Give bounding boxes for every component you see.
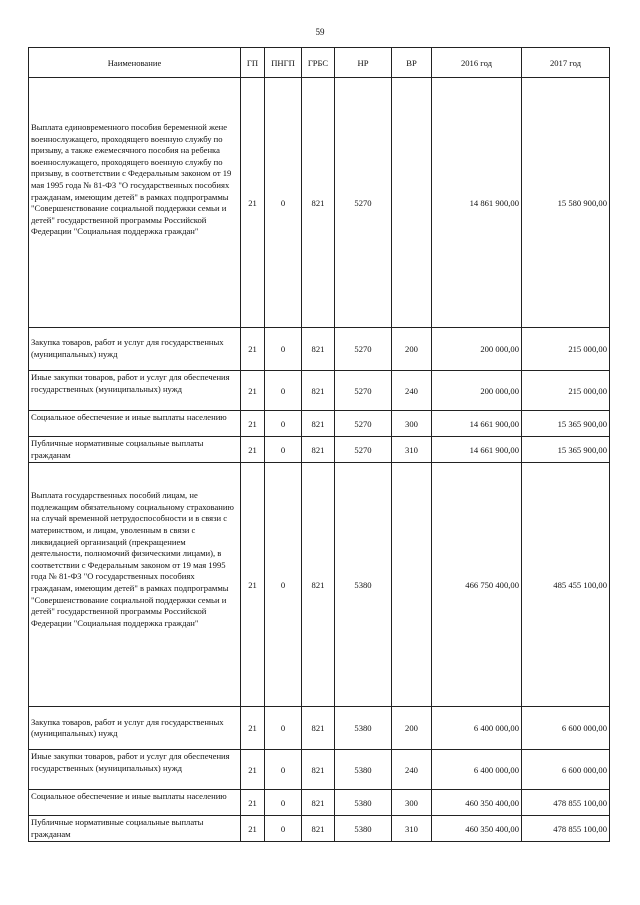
row-name: Публичные нормативные социальные выплаты гражданам bbox=[29, 816, 241, 842]
row-2016: 200 000,00 bbox=[432, 328, 522, 371]
row-vr: 240 bbox=[392, 371, 432, 411]
row-gp: 21 bbox=[241, 437, 265, 463]
row-2016: 460 350 400,00 bbox=[432, 816, 522, 842]
table-row bbox=[29, 411, 610, 437]
row-vr: 240 bbox=[392, 750, 432, 790]
row-gp: 21 bbox=[241, 750, 265, 790]
table-row bbox=[29, 371, 610, 411]
row-grbs: 821 bbox=[302, 371, 335, 411]
row-2016: 6 400 000,00 bbox=[432, 707, 522, 750]
table-row bbox=[29, 437, 610, 463]
row-name: Закупка товаров, работ и услуг для государственных (муниципальных) нужд bbox=[29, 707, 241, 750]
row-pngp: 0 bbox=[265, 816, 302, 842]
row-2017: 15 365 900,00 bbox=[522, 411, 610, 437]
row-2017: 478 855 100,00 bbox=[522, 790, 610, 816]
row-nr: 5270 bbox=[335, 78, 392, 328]
row-name: Иные закупки товаров, работ и услуг для обеспечения государственных (муниципальных) нужд bbox=[29, 371, 241, 411]
header-nr: НР bbox=[335, 48, 392, 78]
row-2017: 478 855 100,00 bbox=[522, 816, 610, 842]
header-name: Наименование bbox=[29, 48, 241, 78]
row-2016: 6 400 000,00 bbox=[432, 750, 522, 790]
header-gp: ГП bbox=[241, 48, 265, 78]
table-row bbox=[29, 78, 610, 328]
row-pngp: 0 bbox=[265, 463, 302, 707]
row-grbs: 821 bbox=[302, 463, 335, 707]
row-pngp: 0 bbox=[265, 707, 302, 750]
header-vr: ВР bbox=[392, 48, 432, 78]
row-vr: 310 bbox=[392, 437, 432, 463]
page-number: 59 bbox=[315, 27, 325, 37]
row-2017: 15 365 900,00 bbox=[522, 437, 610, 463]
header-2016: 2016 год bbox=[432, 48, 522, 78]
row-grbs: 821 bbox=[302, 707, 335, 750]
header-2017: 2017 год bbox=[522, 48, 610, 78]
row-grbs: 821 bbox=[302, 816, 335, 842]
row-gp: 21 bbox=[241, 411, 265, 437]
header-grbs: ГРБС bbox=[302, 48, 335, 78]
row-vr: 300 bbox=[392, 411, 432, 437]
row-2017: 215 000,00 bbox=[522, 328, 610, 371]
row-pngp: 0 bbox=[265, 750, 302, 790]
row-2017: 6 600 000,00 bbox=[522, 750, 610, 790]
row-gp: 21 bbox=[241, 790, 265, 816]
row-2016: 466 750 400,00 bbox=[432, 463, 522, 707]
row-vr: 310 bbox=[392, 816, 432, 842]
row-2016: 200 000,00 bbox=[432, 371, 522, 411]
row-vr: 200 bbox=[392, 328, 432, 371]
row-name: Выплата единовременного пособия беременной жене военнослужащего, проходящего военную службу по призыву, а также ежемесячного пособия на ребенка военнослужащего, проходящего военную службу по призыву, в соответствии с Федеральным законом от 19 мая 1995 года № 81-ФЗ "О государственных пособиях гражданам, имеющим детей" в рамках подпрограммы "Совершенствование социальной поддержки семьи и детей" государственной программы Российской Федерации "Социальная поддержка граждан" bbox=[29, 78, 241, 328]
row-grbs: 821 bbox=[302, 790, 335, 816]
row-2017: 15 580 900,00 bbox=[522, 78, 610, 328]
row-gp: 21 bbox=[241, 78, 265, 328]
row-grbs: 821 bbox=[302, 437, 335, 463]
table-row bbox=[29, 707, 610, 750]
row-2017: 215 000,00 bbox=[522, 371, 610, 411]
row-2016: 14 861 900,00 bbox=[432, 78, 522, 328]
row-vr bbox=[392, 78, 432, 328]
row-nr: 5270 bbox=[335, 371, 392, 411]
row-nr: 5380 bbox=[335, 790, 392, 816]
row-vr: 200 bbox=[392, 707, 432, 750]
row-2016: 460 350 400,00 bbox=[432, 790, 522, 816]
row-pngp: 0 bbox=[265, 437, 302, 463]
row-grbs: 821 bbox=[302, 78, 335, 328]
table-row bbox=[29, 750, 610, 790]
row-nr: 5270 bbox=[335, 411, 392, 437]
row-pngp: 0 bbox=[265, 371, 302, 411]
row-gp: 21 bbox=[241, 328, 265, 371]
table-row bbox=[29, 816, 610, 842]
row-vr bbox=[392, 463, 432, 707]
row-grbs: 821 bbox=[302, 750, 335, 790]
budget-table bbox=[28, 47, 610, 842]
row-2017: 6 600 000,00 bbox=[522, 707, 610, 750]
row-2016: 14 661 900,00 bbox=[432, 411, 522, 437]
row-grbs: 821 bbox=[302, 328, 335, 371]
row-2016: 14 661 900,00 bbox=[432, 437, 522, 463]
table-row bbox=[29, 463, 610, 707]
row-pngp: 0 bbox=[265, 411, 302, 437]
row-pngp: 0 bbox=[265, 328, 302, 371]
table-row bbox=[29, 328, 610, 371]
row-grbs: 821 bbox=[302, 411, 335, 437]
row-gp: 21 bbox=[241, 463, 265, 707]
row-nr: 5380 bbox=[335, 707, 392, 750]
row-name: Социальное обеспечение и иные выплаты населению bbox=[29, 411, 241, 437]
table-header-row bbox=[29, 48, 610, 78]
row-vr: 300 bbox=[392, 790, 432, 816]
row-name: Публичные нормативные социальные выплаты гражданам bbox=[29, 437, 241, 463]
row-name: Выплата государственных пособий лицам, не подлежащим обязательному социальному страхованию на случай временной нетрудоспособности и в связи с материнством, и лицам, уволенным в связи с ликвидацией организаций (прекращением деятельности, полномочий физическими лицами), в соответствии с Федеральным законом от 19 мая 1995 года № 81-ФЗ "О государственных пособиях гражданам, имеющим детей" в рамках подпрограммы "Совершенствование социальной поддержки семьи и детей" государственной программы Российской Федерации "Социальная поддержка граждан" bbox=[29, 463, 241, 707]
row-gp: 21 bbox=[241, 816, 265, 842]
row-nr: 5380 bbox=[335, 750, 392, 790]
row-pngp: 0 bbox=[265, 790, 302, 816]
row-pngp: 0 bbox=[265, 78, 302, 328]
row-gp: 21 bbox=[241, 707, 265, 750]
row-name: Социальное обеспечение и иные выплаты населению bbox=[29, 790, 241, 816]
row-nr: 5270 bbox=[335, 328, 392, 371]
row-name: Иные закупки товаров, работ и услуг для обеспечения государственных (муниципальных) нужд bbox=[29, 750, 241, 790]
header-pngp: ПНГП bbox=[265, 48, 302, 78]
row-gp: 21 bbox=[241, 371, 265, 411]
row-nr: 5380 bbox=[335, 816, 392, 842]
row-name: Закупка товаров, работ и услуг для государственных (муниципальных) нужд bbox=[29, 328, 241, 371]
row-nr: 5270 bbox=[335, 437, 392, 463]
row-2017: 485 455 100,00 bbox=[522, 463, 610, 707]
table-row bbox=[29, 790, 610, 816]
row-nr: 5380 bbox=[335, 463, 392, 707]
